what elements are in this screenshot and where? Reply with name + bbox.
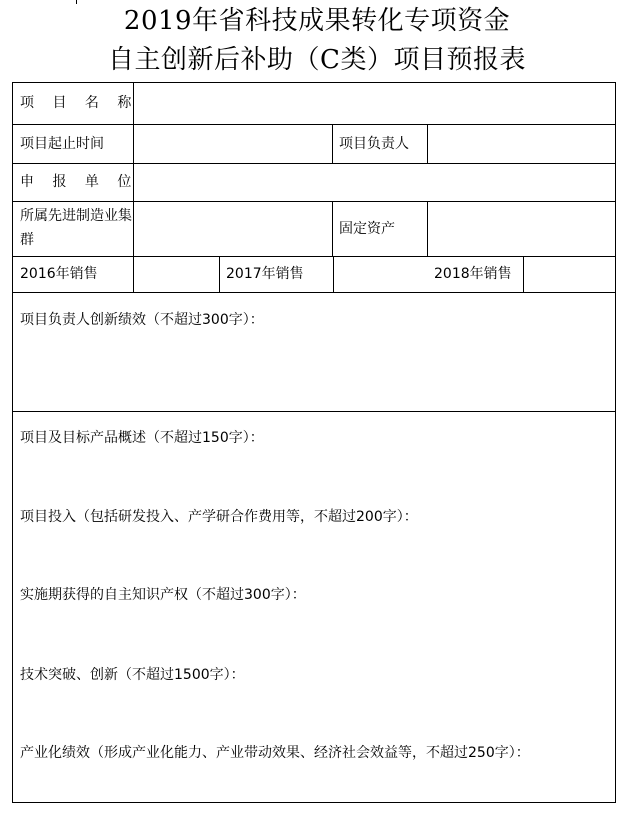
tech-breakthrough-field[interactable] [13,688,615,740]
column-divider [332,124,333,163]
industrial-performance-label: 产业化绩效（形成产业化能力、产业带动效果、经济社会效益等，不超过250字）： [20,745,530,761]
project-name-label: 项 目 名 称 [20,95,139,111]
tech-breakthrough-label: 技术突破、创新（不超过1500字）： [20,667,245,683]
project-period-field[interactable] [134,125,332,163]
page-subtitle: 自主创新后补助（C类）项目预报表 [108,45,526,75]
row-divider [13,292,615,293]
investment-field[interactable] [13,530,615,582]
ip-label: 实施期获得的自主知识产权（不超过300字）： [20,587,306,603]
cluster-label: 所属先进制造业集群 [20,208,132,248]
project-name-field[interactable] [134,83,615,124]
sales-2018-label: 2018年销售 [434,266,512,282]
sales-2016-field[interactable] [134,257,219,292]
row-divider [13,411,615,412]
sales-2018-field[interactable] [524,257,615,292]
sales-2017-label: 2017年销售 [226,266,304,282]
project-period-label: 项目起止时间 [20,136,104,152]
industrial-performance-field[interactable] [13,766,615,802]
sales-2017-field[interactable] [334,257,428,292]
sales-2016-label: 2016年销售 [20,266,98,282]
leader-performance-label: 项目负责人创新绩效（不超过300字）： [20,312,264,328]
cluster-field[interactable] [134,202,332,256]
project-leader-label: 项目负责人 [339,136,409,152]
fixed-assets-label: 固定资产 [339,221,395,237]
fixed-assets-field[interactable] [428,202,615,256]
project-leader-field[interactable] [428,125,615,163]
product-overview-label: 项目及目标产品概述（不超过150字）： [20,430,264,446]
leader-performance-field[interactable] [13,333,615,411]
ip-field[interactable] [13,608,615,660]
applicant-unit-label: 申 报 单 位 [20,174,139,190]
application-form [12,82,616,803]
page-title: 2019年省科技成果转化专项资金 [123,6,511,36]
investment-label: 项目投入（包括研发投入、产学研合作费用等，不超过200字）： [20,509,418,525]
product-overview-field[interactable] [13,451,615,503]
column-divider [332,201,333,256]
column-divider [219,256,220,292]
applicant-unit-field[interactable] [134,164,615,201]
